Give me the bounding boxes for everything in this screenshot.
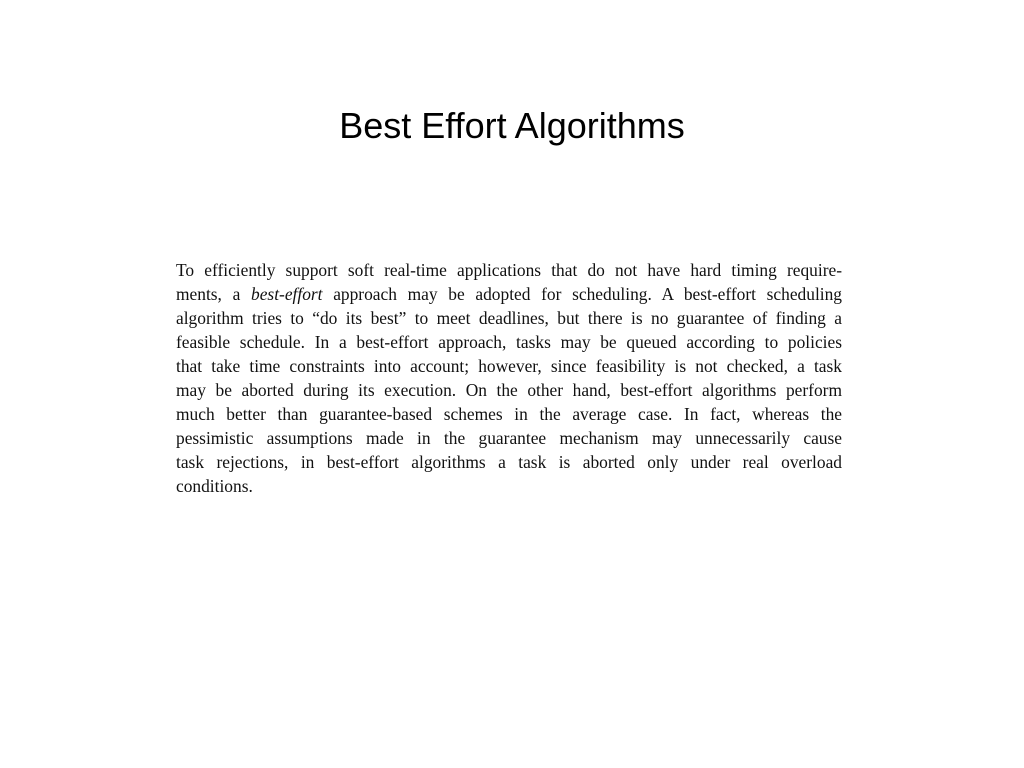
- scanned-paragraph: [176, 258, 842, 498]
- emphasized-term: best-effort: [251, 284, 323, 304]
- line-text-end: approach may be adopted for scheduling. A best-effort scheduling: [322, 284, 842, 304]
- slide-title: Best Effort Algorithms: [339, 105, 685, 146]
- paragraph-line: To efficiently support soft real-time applications that do not have hard timing require-: [176, 260, 842, 280]
- paragraph-line: feasible schedule. In a best-effort approach, tasks may be queued according to policies: [176, 332, 842, 352]
- paragraph-line: that take time constraints into account; however, since feasibility is not checked, a task: [176, 356, 842, 376]
- paragraph-line: may be aborted during its execution. On the other hand, best-effort algorithms perform: [176, 380, 842, 400]
- paragraph-line: [176, 282, 842, 306]
- line-text-start: ments, a: [176, 284, 252, 304]
- paragraph-line: conditions.: [176, 476, 253, 496]
- paragraph-line: algorithm tries to “do its best” to meet deadlines, but there is no guarantee of finding a: [176, 308, 842, 328]
- paragraph-line: pessimistic assumptions made in the guarantee mechanism may unnecessarily cause: [176, 428, 842, 448]
- paragraph-line: task rejections, in best-effort algorithms a task is aborted only under real overload: [176, 452, 842, 472]
- paragraph-line: much better than guarantee-based schemes in the average case. In fact, whereas the: [176, 404, 842, 424]
